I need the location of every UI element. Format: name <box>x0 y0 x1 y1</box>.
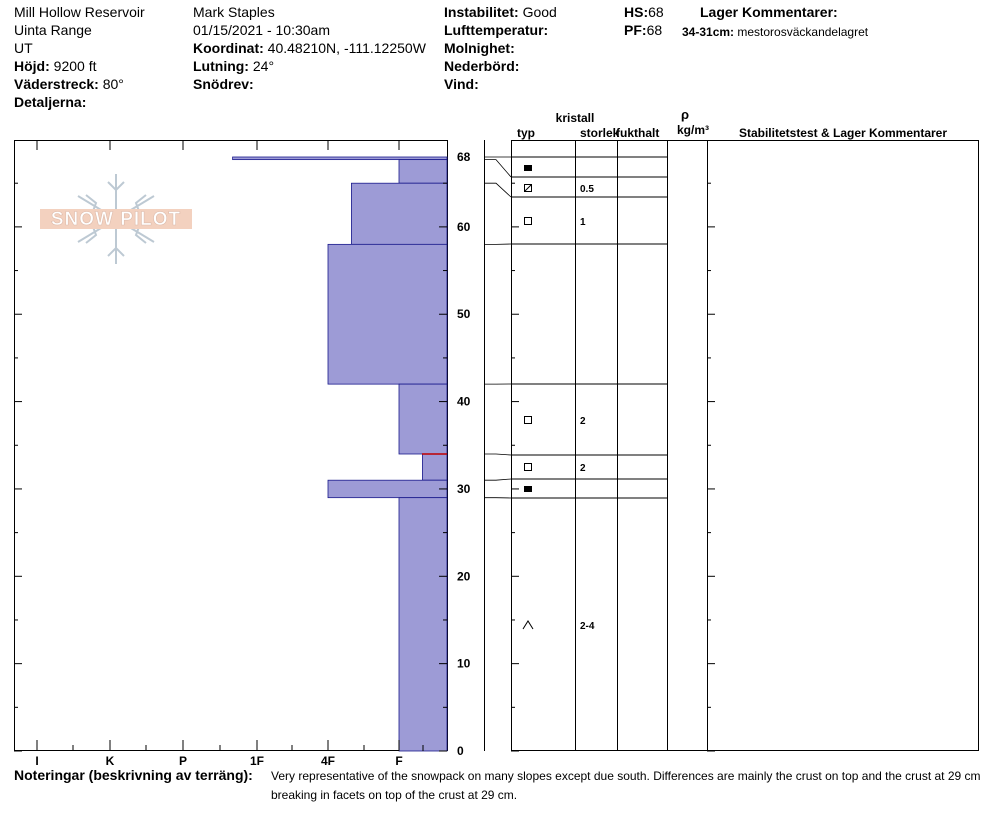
notes-line-1: Very representative of the snowpack on many slopes except due south. Differences are mainly the crust on top and the crust at 29 cm <box>271 769 981 783</box>
depth-tick-label: 40 <box>457 394 471 409</box>
crystal-table-frame <box>512 141 979 751</box>
wind-label: Vind: <box>444 76 479 92</box>
header-stability: Stabilitetstest & Lager Kommentarer <box>738 126 948 140</box>
profile-layer <box>399 384 447 454</box>
profile-layer <box>328 244 447 384</box>
crystal-size-label: 0.5 <box>580 184 594 195</box>
hardness-tick-label: 4F <box>320 754 336 768</box>
profile-layer <box>422 454 447 480</box>
depth-tick-label: 10 <box>457 656 471 671</box>
air-temp-label: Lufttemperatur: <box>444 22 549 38</box>
depth-tick-label: 20 <box>457 569 471 584</box>
crystal-size-label: 1 <box>580 217 586 228</box>
hardness-tick-label: K <box>105 754 115 768</box>
slope-label: Lutning: <box>193 58 249 74</box>
depth-tick-label: 0 <box>457 744 464 758</box>
wind-loading-label: Snödrev: <box>193 76 254 92</box>
profile-layer <box>399 498 447 751</box>
hardness-tick-label: 1F <box>249 754 265 768</box>
elevation-label: Höjd: <box>14 58 50 74</box>
depth-connector <box>484 479 511 480</box>
header-kristall: kristall <box>555 111 595 125</box>
hs-label: HS: <box>624 4 649 20</box>
instability-value: Good <box>522 4 557 20</box>
notes-label: Noteringar (beskrivning av terräng): <box>14 767 253 783</box>
details-label: Detaljerna: <box>14 94 87 110</box>
header-rho: ρ <box>680 107 690 122</box>
state-name: UT <box>14 40 33 56</box>
hardness-tick-label: P <box>178 754 188 768</box>
depth-connector <box>484 454 511 455</box>
depth-tick-label: 60 <box>457 219 471 234</box>
cloud-label: Molnighet: <box>444 40 515 56</box>
depth-tick-label: 68 <box>457 150 471 164</box>
snowpilot-logo <box>40 174 192 264</box>
hardness-tick-label: F <box>395 754 403 768</box>
coordinate-label: Koordinat: <box>193 40 264 56</box>
slope-value: 24° <box>252 58 275 74</box>
hs-value: 68 <box>648 4 664 20</box>
depth-hoar-icon <box>523 621 533 629</box>
coordinate-value: 40.48210N, -111.12250W <box>267 40 426 56</box>
crystal-size-label: 2 <box>580 416 586 427</box>
observer-name: Mark Staples <box>193 4 275 20</box>
logo-text: SNOW PILOT <box>50 209 182 230</box>
crystal-size-label: 2 <box>580 463 586 474</box>
precip-label: Nederbörd: <box>444 58 520 74</box>
instability-label: Instabilitet: <box>444 4 519 20</box>
header-typ: typ <box>517 126 535 140</box>
depth-tick-label: 30 <box>457 481 471 496</box>
faceted-crystal-icon <box>525 218 532 225</box>
layer-comment-range: 34-31cm: <box>682 25 735 39</box>
pf-value: 68 <box>646 22 663 38</box>
location-name: Mill Hollow Reservoir <box>14 4 145 20</box>
depth-tick-label: 50 <box>457 307 471 322</box>
pf-label: PF: <box>624 22 647 38</box>
mixed-forms-slash <box>525 185 532 192</box>
header-fukthalt: fukthalt <box>616 126 660 140</box>
aspect-label: Väderstreck: <box>14 76 99 92</box>
profile-layer <box>328 480 447 497</box>
observation-datetime: 01/15/2021 - 10:30am <box>193 22 330 38</box>
elevation-value: 9200 ft <box>53 58 97 74</box>
header-storlek: storlek <box>580 126 620 140</box>
range-name: Uinta Range <box>14 22 92 38</box>
profile-layers <box>233 157 447 751</box>
melt-freeze-crust-icon <box>524 165 532 171</box>
profile-layer <box>351 183 447 244</box>
depth-connector <box>484 183 511 197</box>
faceted-crystal-icon <box>525 417 532 424</box>
layer-comment-text: mestorosväckandelagret <box>737 25 869 39</box>
melt-freeze-crust-icon <box>524 486 532 492</box>
layer-comments-label: Lager Kommentarer: <box>700 4 838 20</box>
notes-line-2: breaking in facets on top of the crust at 29 cm. <box>271 788 518 802</box>
aspect-value: 80° <box>102 76 124 92</box>
faceted-crystal-icon <box>525 464 532 471</box>
header-density-unit: kg/m³ <box>676 123 710 137</box>
profile-layer <box>399 160 447 184</box>
depth-connector <box>484 160 511 177</box>
crystal-size-label: 2-4 <box>580 621 595 632</box>
hardness-tick-label: I <box>35 754 39 768</box>
